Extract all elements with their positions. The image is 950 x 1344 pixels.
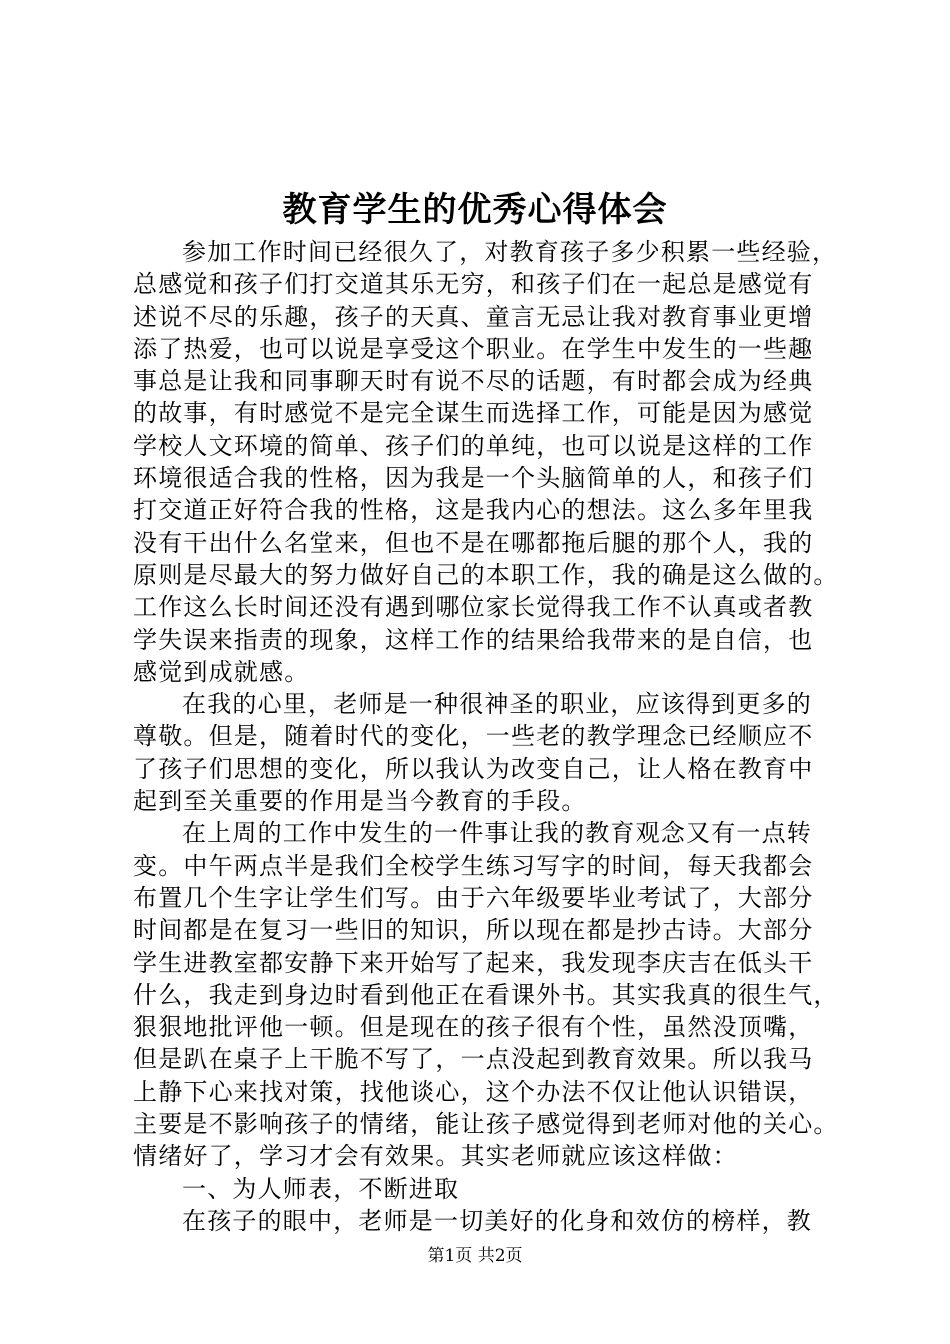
- text-line: 环境很适合我的性格，因为我是一个头脑简单的人，和孩子们: [133, 464, 814, 493]
- text-line: 的故事，有时感觉不是完全谋生而选择工作，可能是因为感觉: [133, 399, 814, 428]
- page-title: 教育学生的优秀心得体会: [282, 190, 668, 230]
- text-line: 述说不尽的乐趣，孩子的天真、童言无忌让我对教育事业更增: [133, 302, 814, 331]
- text-line: 学校人文环境的简单、孩子们的单纯，也可以说是这样的工作: [133, 431, 814, 460]
- text-line: 布置几个生字让学生们写。由于六年级要毕业考试了，大部分: [133, 883, 814, 912]
- text-line: 变。中午两点半是我们全校学生练习写字的时间，每天我都会: [133, 851, 814, 880]
- text-line: 学失误来指责的现象，这样工作的结果给我带来的是自信，也: [133, 625, 814, 654]
- text-line: 感觉到成就感。: [133, 657, 310, 686]
- text-line: 总感觉和孩子们打交道其乐无穷，和孩子们在一起总是感觉有: [133, 270, 814, 299]
- text-line: 原则是尽最大的努力做好自己的本职工作，我的确是这么做的。: [133, 560, 839, 589]
- page-footer: 第1页 共2页: [427, 1246, 523, 1266]
- text-line: 尊敬。但是，随着时代的变化，一些老的教学理念已经顺应不: [133, 722, 814, 751]
- text-line: 了孩子们思想的变化，所以我认为改变自己，让人格在教育中: [133, 754, 814, 783]
- text-line: 在我的心里，老师是一种很神圣的职业，应该得到更多的: [182, 690, 812, 719]
- text-line: 在孩子的眼中，老师是一切美好的化身和效仿的榜样，教: [182, 1206, 812, 1235]
- text-line: 打交道正好符合我的性格，这是我内心的想法。这么多年里我: [133, 496, 814, 525]
- text-line: 工作这么长时间还没有遇到哪位家长觉得我工作不认真或者教: [133, 593, 814, 622]
- text-line: 狠狠地批评他一顿。但是现在的孩子很有个性，虽然没顶嘴，: [133, 1013, 814, 1042]
- text-line: 起到至关重要的作用是当今教育的手段。: [133, 787, 587, 816]
- text-line: 一、为人师表，不断进取: [182, 1174, 460, 1203]
- document-body: [133, 236, 853, 1237]
- text-line: 事总是让我和同事聊天时有说不尽的话题，有时都会成为经典: [133, 367, 814, 396]
- text-line: 没有干出什么名堂来，但也不是在哪都拖后腿的那个人，我的: [133, 528, 814, 557]
- text-line: 时间都是在复习一些旧的知识，所以现在都是抄古诗。大部分: [133, 916, 814, 945]
- text-line: 情绪好了，学习才会有效果。其实老师就应该这样做：: [133, 1142, 738, 1171]
- text-line: 参加工作时间已经很久了，对教育孩子多少积累一些经验，: [182, 238, 838, 266]
- text-line: 主要是不影响孩子的情绪，能让孩子感觉得到老师对他的关心。: [133, 1110, 839, 1139]
- text-line: 学生进教室都安静下来开始写了起来，我发现李庆吉在低头干: [133, 948, 814, 977]
- text-line: 添了热爱，也可以说是享受这个职业。在学生中发生的一些趣: [133, 334, 814, 363]
- text-line: 在上周的工作中发生的一件事让我的教育观念又有一点转: [182, 819, 812, 848]
- text-line: 但是趴在桌子上干脆不写了，一点没起到教育效果。所以我马: [133, 1045, 814, 1074]
- text-line: 什么，我走到身边时看到他正在看课外书。其实我真的很生气，: [133, 980, 839, 1009]
- text-line: 上静下心来找对策，找他谈心，这个办法不仅让他认识错误，: [133, 1077, 814, 1106]
